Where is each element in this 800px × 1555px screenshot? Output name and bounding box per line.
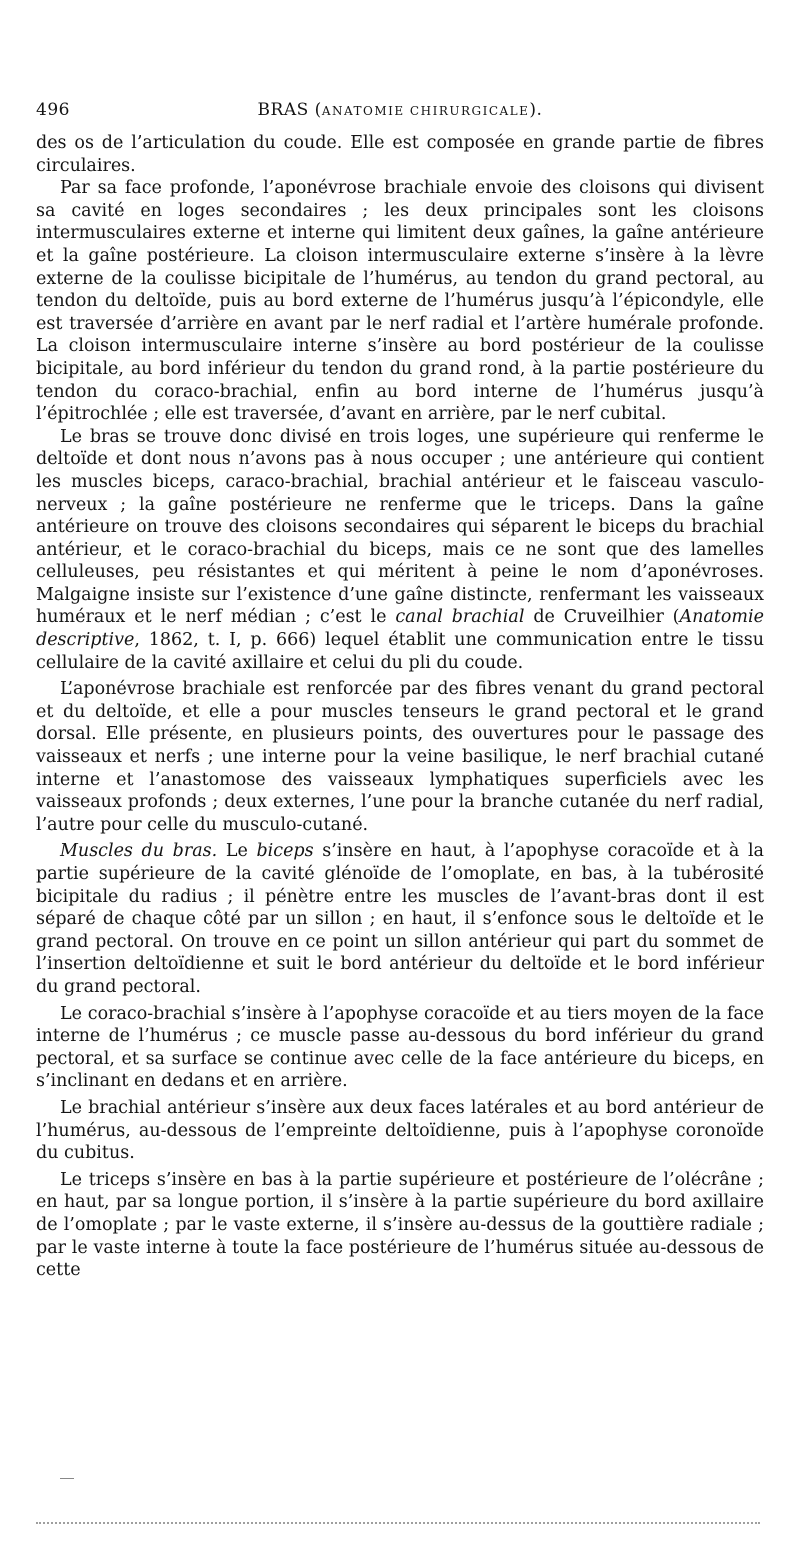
paragraph-muscles-du-bras: [36, 840, 764, 998]
paragraph-aponevrose-face-profonde: Par sa face profonde, l’aponévrose brachiale envoie des cloisons qui divisent sa cavité en loges secondaires ; les deux principales sont les cloisons intermusculaires externe et interne qui limitent deux gaînes, la gaîne antérieure et la gaîne postérieure. La cloison intermusculaire externe s’insère à la lèvre externe de la coulisse bicipitale de l’humérus, au tendon du grand pectoral, au tendon du deltoïde, puis au bord externe de l’humérus jusqu’à l’épicondyle, elle est traversée d’arrière en avant par le nerf radial et l’artère humérale profonde. La cloison intermusculaire interne s’insère au bord postérieur de la coulisse bicipitale, au bord inférieur du tendon du grand rond, à la partie postérieure du tendon du coraco-brachial, enfin au bord interne de l’humérus jusqu’à l’épitrochlée ; elle est traversée, d’avant en arrière, par le nerf cubital.: [36, 178, 764, 425]
muscles-du-bras-text: s’insère en haut, à l’apophyse coracoïde et à la partie supérieure de la cavité glénoïde de l’omoplate, en bas, à la tubérosité bicipitale du radius ; il pénètre entre les muscles de l’avant-bras dont il est séparé de chaque côté par un sillon ; en haut, il s’enfonce sous le deltoïde et le grand pectoral. On trouve en ce point un sillon antérieur qui part du sommet de l’insertion deltoïdienne et suit le bord antérieur du deltoïde et le bord inférieur du grand pectoral.: [36, 841, 764, 997]
page-number: 496: [36, 100, 70, 120]
page-body: [36, 132, 764, 1282]
muscles-du-bras-mid: Le: [217, 841, 257, 862]
paragraph-coraco-brachial: Le coraco-brachial s’insère à l’apophyse coracoïde et au tiers moyen de la face interne de l’humérus ; ce muscle passe au-dessous du bord inférieur du grand pectoral, et sa surface se continue avec celle de la face antérieure du biceps, en s’inclinant en dedans et en arrière.: [36, 1003, 764, 1092]
running-title-main: BRAS (: [257, 100, 322, 120]
trois-loges-text-after: , 1862, t. I, p. 666) lequel établit une communication entre le tissu cellulaire de la cavité axillaire et celui du pli du coude.: [36, 630, 764, 673]
running-title: [36, 100, 764, 120]
footer-mark: [60, 1478, 74, 1479]
paragraph-brachial-anterieur: Le brachial antérieur s’insère aux deux faces latérales et au bord antérieur de l’humérus, au-dessous de l’empreinte deltoïdienne, puis à l’apophyse coronoïde du cubitus.: [36, 1097, 764, 1164]
muscles-du-bras-heading: Muscles du bras.: [60, 841, 218, 862]
running-title-small: ANATOMIE CHIRURGICALE: [321, 104, 530, 118]
canal-brachial-term: canal brachial: [395, 607, 525, 628]
paragraph-continuation: des os de l’articulation du coude. Elle est composée en grande partie de fibres circulaires.: [36, 133, 764, 176]
running-title-end: ).: [529, 100, 543, 120]
trois-loges-text-middle: de Cruveilhier (: [524, 607, 680, 628]
paragraph-triceps: Le triceps s’insère en bas à la partie supérieure et postérieure de l’olécrâne ; en haut, par sa longue portion, il s’insère à la partie supérieure du bord axillaire de l’omoplate ; par le vaste externe, il s’insère au-dessus de la gouttière radiale ; par le vaste interne à toute la face postérieure de l’humérus située au-dessous de cette: [36, 1169, 764, 1281]
anatomie-descriptive-citation: Anatomie descriptive: [36, 607, 764, 651]
page-header: [36, 100, 764, 132]
footer-dotted-rule: [36, 1522, 760, 1524]
book-page: [36, 100, 764, 1282]
biceps-term: biceps: [256, 841, 314, 862]
paragraph-trois-loges: [36, 426, 764, 675]
trois-loges-text-before: Le bras se trouve donc divisé en trois loges, une supérieure qui renferme le deltoïde et dont nous n’avons pas à nous occuper ; une antérieure qui contient les muscles biceps, caraco-brachial, brachial antérieur et le faisceau vasculo-nerveux ; la gaîne postérieure ne renferme que le triceps. Dans la gaîne antérieure on trouve des cloisons secondaires qui séparent le biceps du brachial antérieur, et le coraco-brachial du biceps, mais ce ne sont que des lamelles celluleuses, peu résistantes et qui méritent à peine le nom d’aponévroses. Malgaigne insiste sur l’existence d’une gaîne distincte, renfermant les vaisseaux huméraux et le nerf médian ; c’est le: [36, 426, 764, 628]
paragraph-aponevrose-renforcee: L’aponévrose brachiale est renforcée par des fibres venant du grand pectoral et du deltoïde, et elle a pour muscles tenseurs le grand pectoral et le grand dorsal. Elle présente, en plusieurs points, des ouvertures pour le passage des vaisseaux et nerfs ; une interne pour la veine basilique, le nerf brachial cutané interne et l’anastomose des vaisseaux lymphatiques superficiels avec les vaisseaux profonds ; deux externes, l’une pour la branche cutanée du nerf radial, l’autre pour celle du musculo-cutané.: [36, 679, 764, 835]
